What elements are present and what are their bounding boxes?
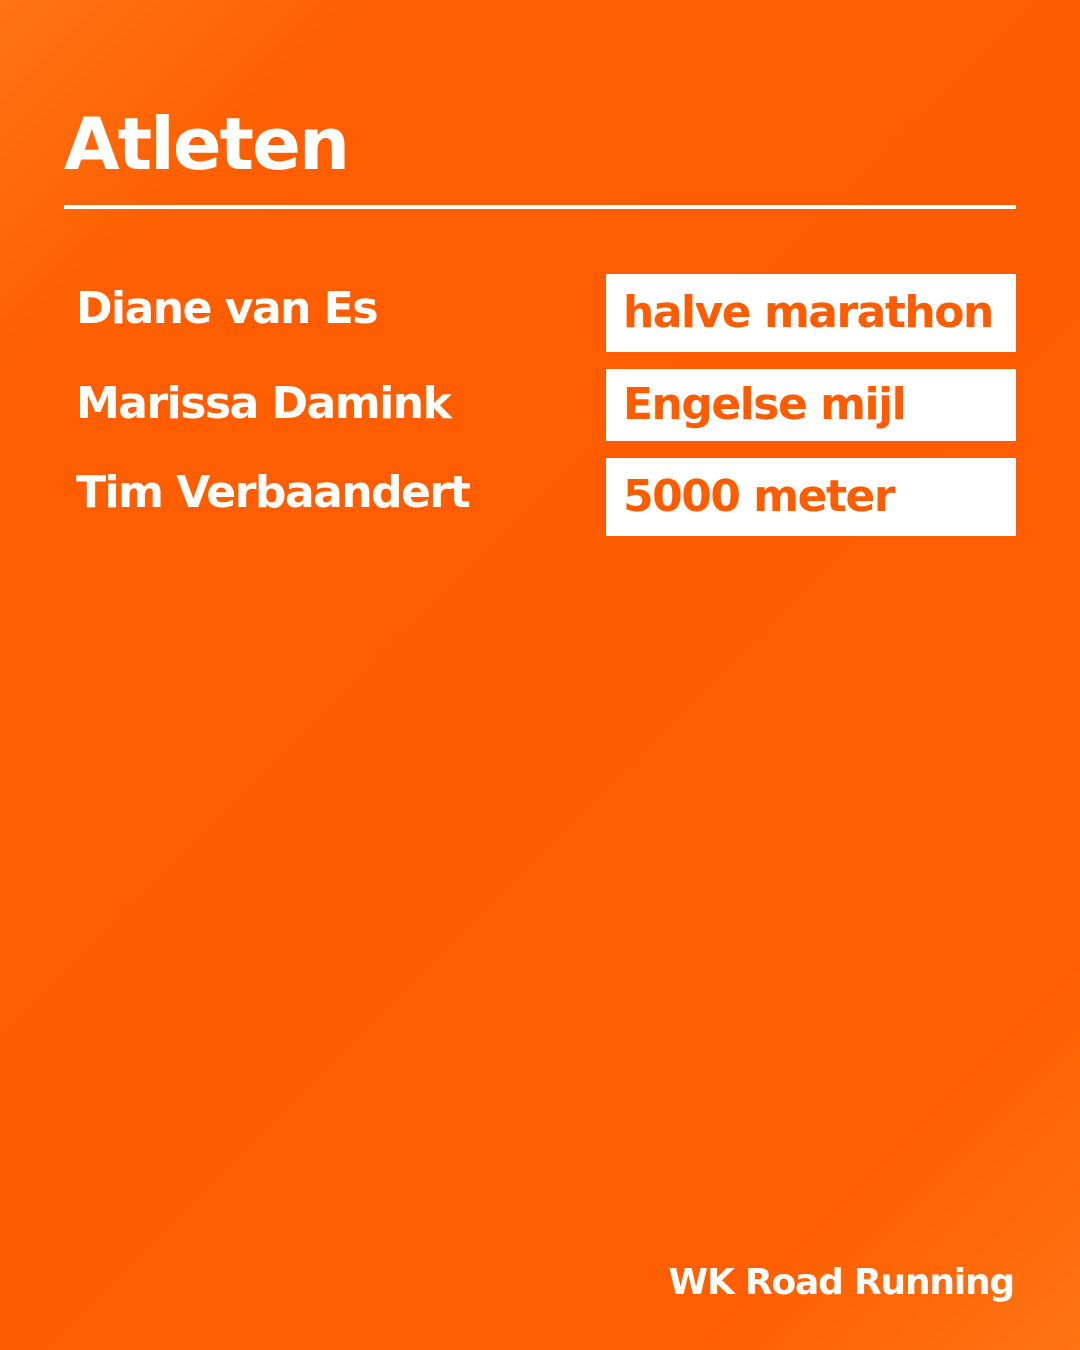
event-label-2: Engelse mijl [623, 379, 906, 430]
event-tag-2 [606, 369, 1016, 441]
athlete-name-2: Marissa Damink [76, 378, 451, 429]
event-label-3: 5000 meter [623, 471, 895, 522]
event-label-1: halve marathon [623, 287, 993, 338]
footer-label: WK Road Running [668, 1262, 1014, 1303]
event-tag-3 [606, 458, 1016, 536]
page-title: Atleten [64, 102, 349, 186]
title-divider [64, 205, 1016, 209]
event-tag-1 [606, 274, 1016, 352]
athlete-name-3: Tim Verbaandert [76, 467, 470, 518]
athlete-name-1: Diane van Es [76, 283, 378, 334]
